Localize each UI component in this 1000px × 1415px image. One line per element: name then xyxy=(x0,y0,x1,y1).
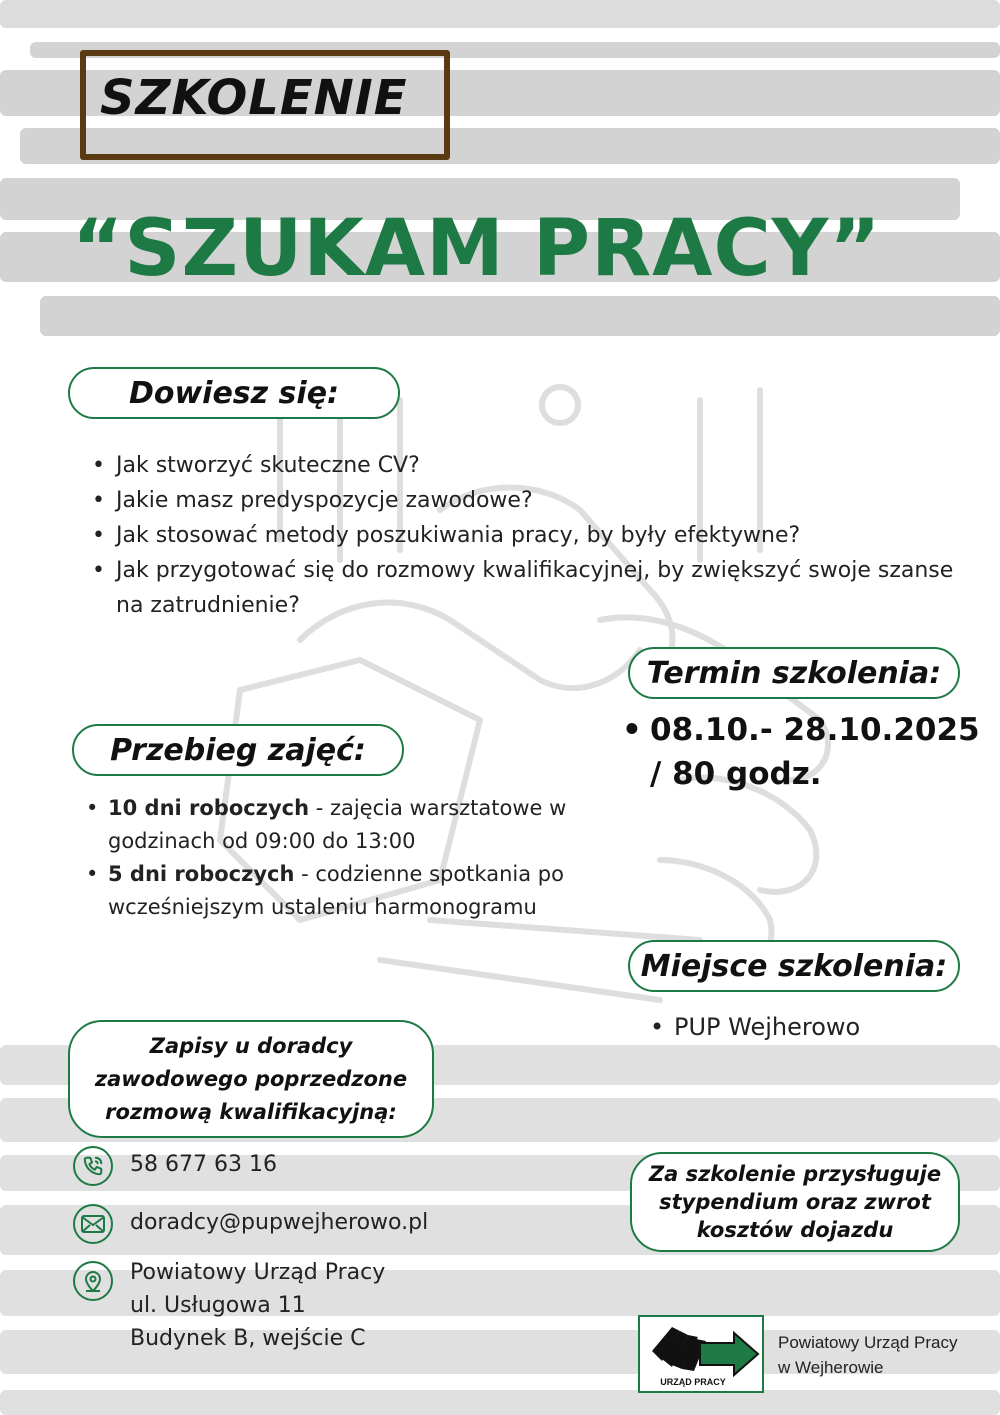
mail-icon xyxy=(73,1204,113,1244)
course-item-bold: 10 dni roboczych xyxy=(108,796,310,820)
address-line: Budynek B, wejście C xyxy=(130,1326,366,1351)
place-list xyxy=(650,1010,970,1044)
logo xyxy=(638,1315,764,1393)
term-value: • 08.10.- 28.10.2025 / 80 godz. xyxy=(622,708,982,796)
list-item xyxy=(86,858,606,924)
course-item-text: - zajęcia warsztatowe w godzinach od 09:00 do 13:00 xyxy=(108,796,567,853)
logo-name xyxy=(778,1330,958,1380)
list-item: • Jak przygotować się do rozmowy kwalifikacyjnej, by zwiększyć swoje szanse na zatrudnienie? xyxy=(92,553,972,623)
list-item: • Jakie masz predyspozycje zawodowe? xyxy=(92,483,972,518)
location-pin-icon xyxy=(73,1261,113,1301)
logo-name-line: w Wejherowie xyxy=(778,1358,884,1377)
header-label: SZKOLENIE xyxy=(100,70,408,126)
term-list xyxy=(622,708,982,796)
address-line: Powiatowy Urząd Pracy xyxy=(130,1260,386,1285)
course-list xyxy=(86,792,606,924)
signup-text: Zapisy u doradcy zawodowego poprzedzone rozmową kwalifikacyjną: xyxy=(94,1033,408,1124)
phone-icon xyxy=(73,1146,113,1186)
phone-number[interactable]: 58 677 63 16 xyxy=(130,1152,277,1177)
stipend-text: Za szkolenie przysługuje stypendium oraz zwrot kosztów dojazdu xyxy=(648,1162,942,1242)
place-value: • PUP Wejherowo xyxy=(650,1010,970,1044)
course-heading: Przebieg zajęć: xyxy=(72,724,404,776)
list-item xyxy=(86,792,606,858)
address xyxy=(130,1256,385,1355)
term-heading: Termin szkolenia: xyxy=(628,647,960,699)
email-link[interactable]: doradcy@pupwejherowo.pl xyxy=(130,1210,429,1235)
learn-list xyxy=(92,448,972,623)
course-item-bold: 5 dni roboczych xyxy=(108,862,295,886)
arrow-right-icon xyxy=(698,1329,760,1379)
signup-box xyxy=(68,1020,434,1138)
logo-inner-text: URZĄD PRACY xyxy=(660,1377,726,1387)
page-title: “SZUKAM PRACY” xyxy=(72,204,882,294)
address-line: ul. Usługowa 11 xyxy=(130,1293,306,1318)
logo-name-line: Powiatowy Urząd Pracy xyxy=(778,1333,958,1352)
place-heading: Miejsce szkolenia: xyxy=(628,940,960,992)
learn-heading: Dowiesz się: xyxy=(68,367,400,419)
list-item: • Jak stosować metody poszukiwania pracy, by były efektywne? xyxy=(92,518,972,553)
course-item-text: - codzienne spotkania po wcześniejszym ustaleniu harmonogramu xyxy=(108,862,564,919)
list-item: • Jak stworzyć skuteczne CV? xyxy=(92,448,972,483)
stipend-box xyxy=(630,1152,960,1252)
